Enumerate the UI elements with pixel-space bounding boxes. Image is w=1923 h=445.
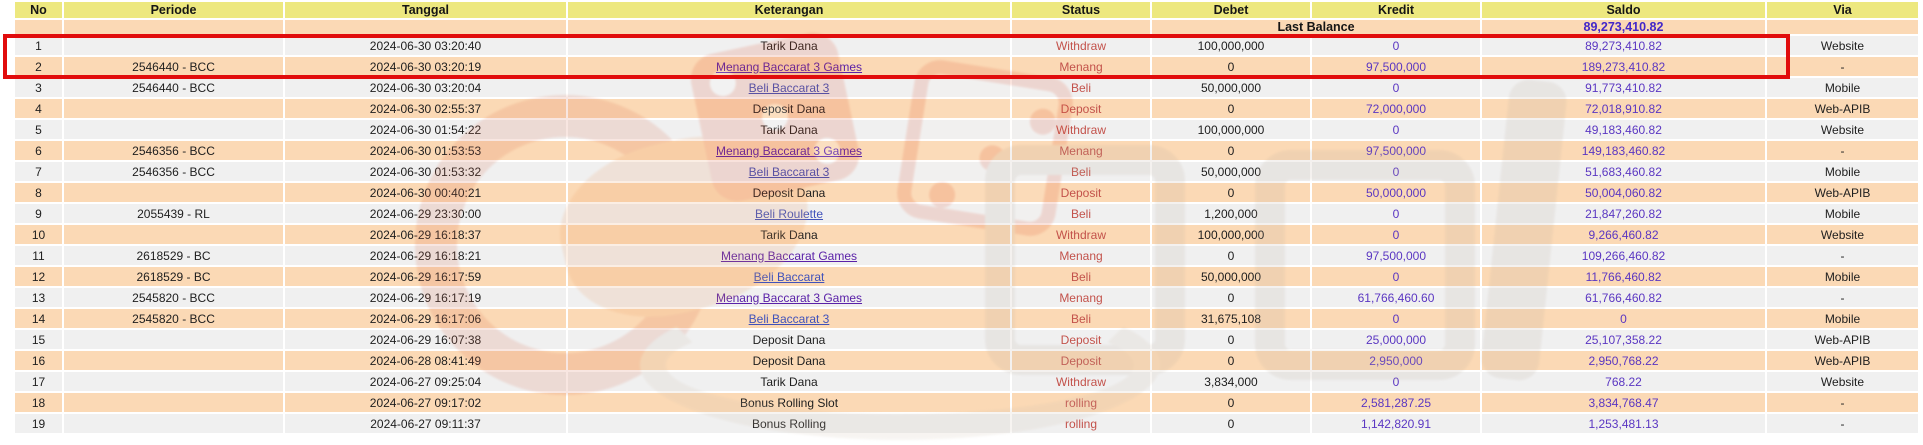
cell-kredit: 0 (1312, 309, 1480, 328)
cell-periode: 2618529 - BC (64, 267, 283, 286)
last-balance-empty-cell (1012, 20, 1150, 34)
table-row (15, 57, 1918, 76)
cell-keterangan (568, 57, 1010, 76)
col-header-no: No (15, 2, 62, 18)
cell-kredit: 0 (1312, 225, 1480, 244)
cell-tanggal: 2024-06-28 08:41:49 (285, 351, 566, 370)
cell-keterangan (568, 78, 1010, 97)
keterangan-link[interactable]: Menang Baccarat Games (720, 248, 858, 263)
cell-no: 9 (15, 204, 62, 223)
last-balance-label: Last Balance (1152, 20, 1480, 34)
table-row (15, 414, 1918, 433)
cell-status: Menang (1012, 141, 1150, 160)
cell-kredit: 1,142,820.91 (1312, 414, 1480, 433)
table-body (15, 36, 1918, 433)
cell-no: 15 (15, 330, 62, 349)
table-row (15, 309, 1918, 328)
cell-tanggal: 2024-06-27 09:11:37 (285, 414, 566, 433)
cell-via: - (1767, 393, 1918, 412)
cell-periode (64, 183, 283, 202)
cell-no: 3 (15, 78, 62, 97)
cell-periode (64, 99, 283, 118)
last-balance-empty-cell (1767, 20, 1918, 34)
cell-keterangan (568, 267, 1010, 286)
cell-no: 12 (15, 267, 62, 286)
cell-tanggal: 2024-06-29 16:17:59 (285, 267, 566, 286)
last-balance-empty-cell (64, 20, 283, 34)
cell-debet: 0 (1152, 141, 1310, 160)
cell-keterangan (568, 309, 1010, 328)
cell-via: Web-APIB (1767, 351, 1918, 370)
table-row (15, 393, 1918, 412)
cell-saldo: 9,266,460.82 (1482, 225, 1765, 244)
cell-no: 8 (15, 183, 62, 202)
cell-debet: 0 (1152, 183, 1310, 202)
col-header-kredit: Kredit (1312, 2, 1480, 18)
cell-debet: 1,200,000 (1152, 204, 1310, 223)
cell-via: - (1767, 57, 1918, 76)
cell-tanggal: 2024-06-27 09:17:02 (285, 393, 566, 412)
cell-status: Beli (1012, 78, 1150, 97)
cell-via: - (1767, 288, 1918, 307)
cell-saldo: 109,266,460.82 (1482, 246, 1765, 265)
cell-kredit: 61,766,460.60 (1312, 288, 1480, 307)
cell-via: Mobile (1767, 204, 1918, 223)
cell-saldo: 51,683,460.82 (1482, 162, 1765, 181)
cell-periode: 2546440 - BCC (64, 78, 283, 97)
cell-periode (64, 330, 283, 349)
cell-kredit: 0 (1312, 204, 1480, 223)
cell-saldo: 0 (1482, 309, 1765, 328)
cell-saldo: 91,773,410.82 (1482, 78, 1765, 97)
cell-periode (64, 414, 283, 433)
cell-via: - (1767, 141, 1918, 160)
cell-keterangan (568, 162, 1010, 181)
table-row (15, 162, 1918, 181)
cell-saldo: 21,847,260.82 (1482, 204, 1765, 223)
keterangan-link[interactable]: Beli Baccarat 3 (748, 80, 830, 95)
cell-debet: 0 (1152, 393, 1310, 412)
cell-saldo: 2,950,768.22 (1482, 351, 1765, 370)
cell-debet: 0 (1152, 330, 1310, 349)
last-balance-empty-cell (15, 20, 62, 34)
cell-keterangan: Tarik Dana (568, 225, 1010, 244)
cell-kredit: 97,500,000 (1312, 246, 1480, 265)
cell-no: 7 (15, 162, 62, 181)
last-balance-value: 89,273,410.82 (1482, 20, 1765, 34)
cell-kredit: 2,950,000 (1312, 351, 1480, 370)
cell-via: Mobile (1767, 267, 1918, 286)
cell-via: Web-APIB (1767, 330, 1918, 349)
cell-tanggal: 2024-06-29 23:30:00 (285, 204, 566, 223)
col-header-tanggal: Tanggal (285, 2, 566, 18)
cell-tanggal: 2024-06-30 03:20:04 (285, 78, 566, 97)
cell-no: 10 (15, 225, 62, 244)
last-balance-row (15, 20, 1918, 34)
cell-saldo: 61,766,460.82 (1482, 288, 1765, 307)
cell-via: Web-APIB (1767, 183, 1918, 202)
cell-saldo: 189,273,410.82 (1482, 57, 1765, 76)
table-row (15, 267, 1918, 286)
cell-via: Website (1767, 372, 1918, 391)
cell-no: 13 (15, 288, 62, 307)
cell-periode: 2055439 - RL (64, 204, 283, 223)
cell-status: Menang (1012, 57, 1150, 76)
cell-status: Beli (1012, 267, 1150, 286)
cell-periode (64, 120, 283, 139)
cell-status: Withdraw (1012, 120, 1150, 139)
last-balance-empty-cell (568, 20, 1010, 34)
cell-saldo: 49,183,460.82 (1482, 120, 1765, 139)
cell-keterangan: Bonus Rolling (568, 414, 1010, 433)
cell-saldo: 1,253,481.13 (1482, 414, 1765, 433)
cell-debet: 0 (1152, 57, 1310, 76)
cell-periode: 2545820 - BCC (64, 288, 283, 307)
cell-status: Deposit (1012, 99, 1150, 118)
cell-debet: 50,000,000 (1152, 78, 1310, 97)
keterangan-link[interactable]: Menang Baccarat 3 Games (715, 143, 863, 158)
cell-tanggal: 2024-06-29 16:18:37 (285, 225, 566, 244)
cell-via: Website (1767, 225, 1918, 244)
cell-debet: 100,000,000 (1152, 225, 1310, 244)
table-row (15, 141, 1918, 160)
cell-periode: 2618529 - BC (64, 246, 283, 265)
cell-keterangan: Deposit Dana (568, 330, 1010, 349)
cell-saldo: 3,834,768.47 (1482, 393, 1765, 412)
cell-keterangan (568, 246, 1010, 265)
cell-keterangan (568, 204, 1010, 223)
cell-periode (64, 36, 283, 55)
cell-keterangan: Bonus Rolling Slot (568, 393, 1010, 412)
cell-periode (64, 225, 283, 244)
transaction-history-table (13, 0, 1920, 435)
col-header-keterangan: Keterangan (568, 2, 1010, 18)
cell-keterangan: Deposit Dana (568, 351, 1010, 370)
cell-status: Beli (1012, 162, 1150, 181)
cell-debet: 31,675,108 (1152, 309, 1310, 328)
cell-tanggal: 2024-06-30 02:55:37 (285, 99, 566, 118)
table-row (15, 288, 1918, 307)
cell-kredit: 0 (1312, 162, 1480, 181)
cell-status: Withdraw (1012, 372, 1150, 391)
cell-status: Withdraw (1012, 225, 1150, 244)
keterangan-link[interactable]: Beli Baccarat (753, 269, 825, 284)
cell-tanggal: 2024-06-29 16:17:19 (285, 288, 566, 307)
cell-via: Mobile (1767, 162, 1918, 181)
cell-periode: 2546356 - BCC (64, 141, 283, 160)
cell-kredit: 0 (1312, 78, 1480, 97)
cell-tanggal: 2024-06-29 16:17:06 (285, 309, 566, 328)
cell-status: Beli (1012, 204, 1150, 223)
cell-status: Menang (1012, 246, 1150, 265)
cell-kredit: 97,500,000 (1312, 141, 1480, 160)
cell-tanggal: 2024-06-30 03:20:40 (285, 36, 566, 55)
cell-status: Deposit (1012, 183, 1150, 202)
cell-tanggal: 2024-06-27 09:25:04 (285, 372, 566, 391)
cell-kredit: 2,581,287.25 (1312, 393, 1480, 412)
cell-no: 16 (15, 351, 62, 370)
keterangan-link[interactable]: Beli Baccarat 3 (748, 164, 830, 179)
cell-via: Website (1767, 120, 1918, 139)
cell-tanggal: 2024-06-30 01:53:53 (285, 141, 566, 160)
col-header-saldo: Saldo (1482, 2, 1765, 18)
cell-debet: 3,834,000 (1152, 372, 1310, 391)
cell-via: Website (1767, 36, 1918, 55)
cell-tanggal: 2024-06-30 01:53:32 (285, 162, 566, 181)
col-header-via: Via (1767, 2, 1918, 18)
cell-via: Mobile (1767, 309, 1918, 328)
cell-debet: 50,000,000 (1152, 267, 1310, 286)
cell-tanggal: 2024-06-30 03:20:19 (285, 57, 566, 76)
keterangan-link[interactable]: Menang Baccarat 3 Games (715, 290, 863, 305)
cell-keterangan: Tarik Dana (568, 372, 1010, 391)
table-row (15, 99, 1918, 118)
cell-keterangan: Deposit Dana (568, 99, 1010, 118)
cell-saldo: 768.22 (1482, 372, 1765, 391)
cell-debet: 0 (1152, 246, 1310, 265)
cell-debet: 0 (1152, 288, 1310, 307)
cell-no: 4 (15, 99, 62, 118)
table-row (15, 351, 1918, 370)
cell-periode (64, 372, 283, 391)
cell-saldo: 89,273,410.82 (1482, 36, 1765, 55)
cell-kredit: 0 (1312, 372, 1480, 391)
cell-no: 5 (15, 120, 62, 139)
cell-status: Beli (1012, 309, 1150, 328)
cell-via: Mobile (1767, 78, 1918, 97)
cell-no: 17 (15, 372, 62, 391)
cell-via: - (1767, 246, 1918, 265)
cell-kredit: 50,000,000 (1312, 183, 1480, 202)
cell-no: 1 (15, 36, 62, 55)
table-row (15, 225, 1918, 244)
keterangan-link[interactable]: Beli Baccarat 3 (748, 311, 830, 326)
cell-saldo: 25,107,358.22 (1482, 330, 1765, 349)
cell-tanggal: 2024-06-29 16:07:38 (285, 330, 566, 349)
cell-debet: 50,000,000 (1152, 162, 1310, 181)
cell-debet: 100,000,000 (1152, 36, 1310, 55)
cell-keterangan: Tarik Dana (568, 36, 1010, 55)
col-header-debet: Debet (1152, 2, 1310, 18)
cell-saldo: 50,004,060.82 (1482, 183, 1765, 202)
cell-debet: 0 (1152, 414, 1310, 433)
cell-kredit: 72,000,000 (1312, 99, 1480, 118)
cell-debet: 100,000,000 (1152, 120, 1310, 139)
cell-status: rolling (1012, 414, 1150, 433)
header-row (15, 2, 1918, 18)
keterangan-link[interactable]: Menang Baccarat 3 Games (715, 59, 863, 74)
cell-no: 19 (15, 414, 62, 433)
table-row (15, 183, 1918, 202)
cell-kredit: 97,500,000 (1312, 57, 1480, 76)
table-row (15, 246, 1918, 265)
cell-no: 18 (15, 393, 62, 412)
cell-status: rolling (1012, 393, 1150, 412)
cell-via: Web-APIB (1767, 99, 1918, 118)
table-row (15, 78, 1918, 97)
cell-periode (64, 393, 283, 412)
cell-kredit: 0 (1312, 120, 1480, 139)
cell-tanggal: 2024-06-29 16:18:21 (285, 246, 566, 265)
col-header-status: Status (1012, 2, 1150, 18)
cell-saldo: 72,018,910.82 (1482, 99, 1765, 118)
keterangan-link[interactable]: Beli Roulette (754, 206, 824, 221)
cell-via: - (1767, 414, 1918, 433)
cell-saldo: 149,183,460.82 (1482, 141, 1765, 160)
cell-periode (64, 351, 283, 370)
cell-periode: 2545820 - BCC (64, 309, 283, 328)
cell-no: 6 (15, 141, 62, 160)
cell-saldo: 11,766,460.82 (1482, 267, 1765, 286)
cell-keterangan: Tarik Dana (568, 120, 1010, 139)
cell-no: 14 (15, 309, 62, 328)
cell-status: Deposit (1012, 330, 1150, 349)
cell-no: 11 (15, 246, 62, 265)
cell-status: Menang (1012, 288, 1150, 307)
cell-tanggal: 2024-06-30 01:54:22 (285, 120, 566, 139)
cell-kredit: 0 (1312, 36, 1480, 55)
table-row (15, 36, 1918, 55)
table-row (15, 120, 1918, 139)
cell-debet: 0 (1152, 99, 1310, 118)
cell-kredit: 0 (1312, 267, 1480, 286)
cell-status: Deposit (1012, 351, 1150, 370)
table-row (15, 372, 1918, 391)
table-row (15, 330, 1918, 349)
cell-tanggal: 2024-06-30 00:40:21 (285, 183, 566, 202)
cell-periode: 2546356 - BCC (64, 162, 283, 181)
cell-kredit: 25,000,000 (1312, 330, 1480, 349)
cell-keterangan (568, 288, 1010, 307)
last-balance-empty-cell (285, 20, 566, 34)
cell-debet: 0 (1152, 351, 1310, 370)
col-header-periode: Periode (64, 2, 283, 18)
table-row (15, 204, 1918, 223)
cell-periode: 2546440 - BCC (64, 57, 283, 76)
cell-keterangan: Deposit Dana (568, 183, 1010, 202)
cell-no: 2 (15, 57, 62, 76)
cell-keterangan (568, 141, 1010, 160)
cell-status: Withdraw (1012, 36, 1150, 55)
